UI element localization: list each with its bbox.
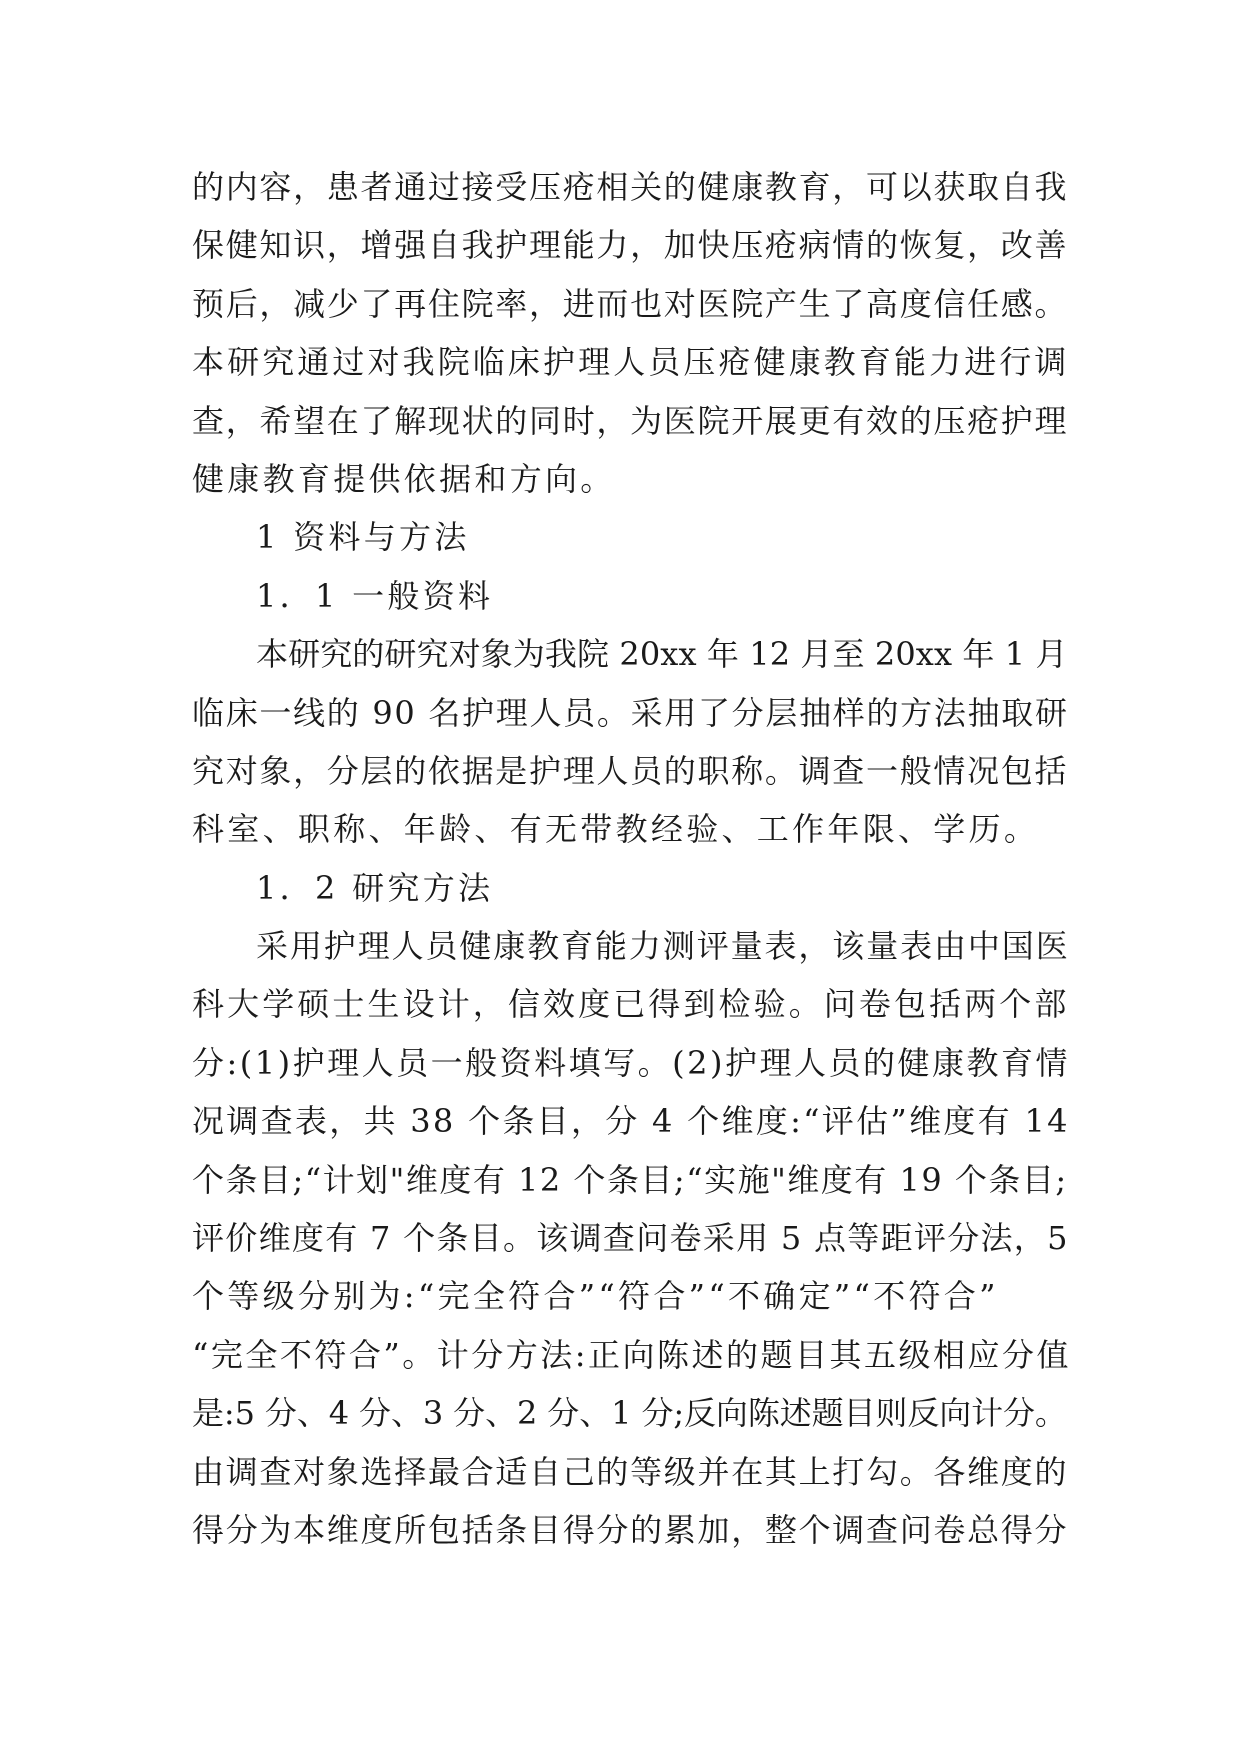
text-line-16: 分:(1)护理人员一般资料填写。(2)护理人员的健康教育情: [192, 1043, 1070, 1082]
text-line-18: 个条目;“计划"维度有 12 个条目;“实施"维度有 19 个条目;: [192, 1160, 1068, 1199]
subsection-heading-1-2: 1．2 研究方法: [256, 868, 494, 907]
body-text: [192, 158, 1072, 1559]
text-line-9: 本研究的研究对象为我院 20xx 年 12 月至 20xx 年 1 月: [256, 635, 1068, 674]
text-line-4: 本研究通过对我院临床护理人员压疮健康教育能力进行调: [192, 343, 1070, 382]
section-heading-1: 1 资料与方法: [256, 518, 470, 557]
text-line-19: 评价维度有 7 个条目。该调查问卷采用 5 点等距评分法，5: [192, 1219, 1069, 1258]
text-line-14: 采用护理人员健康教育能力测评量表，该量表由中国医: [256, 927, 1070, 966]
text-line-3: 预后，减少了再住院率，进而也对医院产生了高度信任感。: [192, 284, 1069, 323]
text-line-1: 的内容，患者通过接受压疮相关的健康教育，可以获取自我: [192, 168, 1069, 206]
text-line-12: 科室、职称、年龄、有无带教经验、工作年限、学历。: [192, 810, 1040, 849]
text-line-6: 健康教育提供依据和方向。: [192, 459, 616, 498]
text-line-20: 个等级分别为:“完全符合”“符合”“不确定”“不符合”: [192, 1277, 999, 1316]
text-line-21: “完全不符合”。计分方法:正向陈述的题目其五级相应分值: [192, 1335, 1072, 1374]
text-line-24: 得分为本维度所包括条目得分的累加，整个调查问卷总得分: [192, 1510, 1069, 1549]
text-line-22: 是:5 分、4 分、3 分、2 分、1 分;反向陈述题目则反向计分。: [192, 1394, 1067, 1433]
text-line-2: 保健知识，增强自我护理能力，加快压疮病情的恢复，改善: [192, 226, 1069, 265]
text-line-10: 临床一线的 90 名护理人员。采用了分层抽样的方法抽取研: [192, 693, 1069, 732]
text-line-15: 科大学硕士生设计，信效度已得到检验。问卷包括两个部: [192, 985, 1070, 1024]
text-line-17: 况调查表，共 38 个条目，分 4 个维度:“评估”维度有 14: [192, 1102, 1070, 1141]
subsection-heading-1-1: 1．1 一般资料: [256, 576, 494, 615]
text-line-23: 由调查对象选择最合适自己的等级并在其上打勾。各维度的: [192, 1452, 1069, 1491]
text-line-5: 查，希望在了解现状的同时，为医院开展更有效的压疮护理: [192, 401, 1069, 440]
text-line-11: 究对象，分层的依据是护理人员的职称。调查一般情况包括: [192, 751, 1069, 790]
